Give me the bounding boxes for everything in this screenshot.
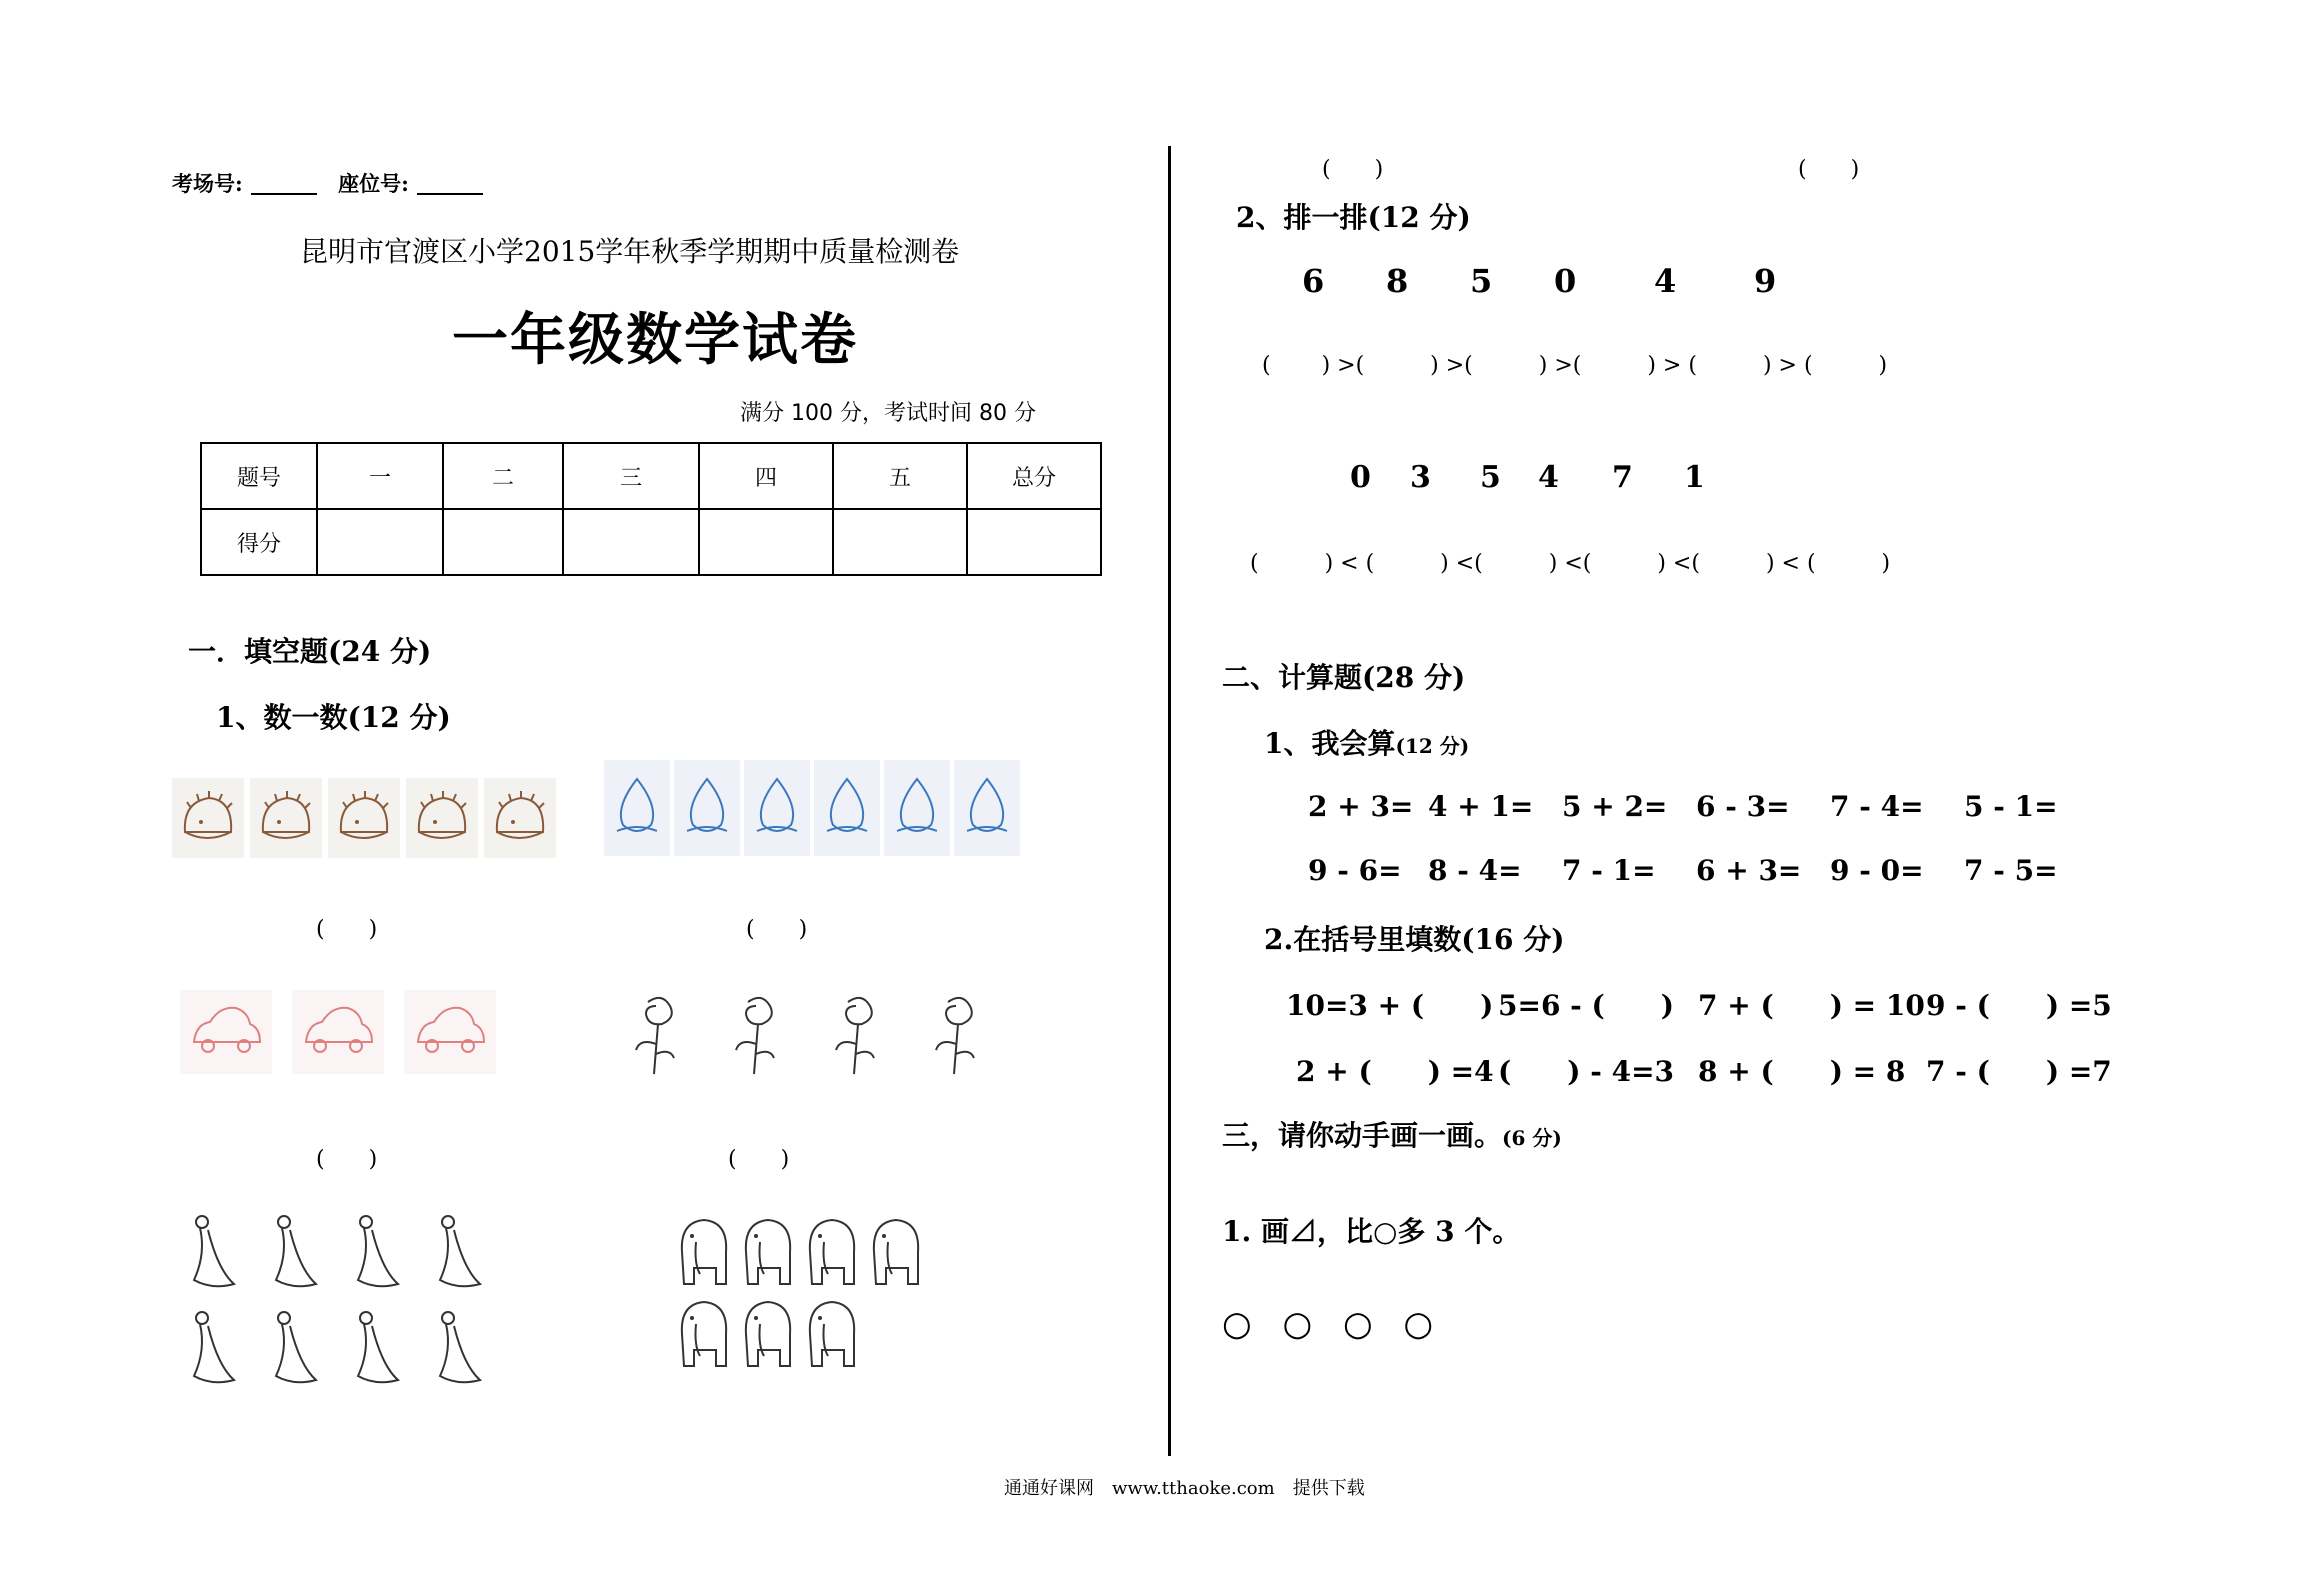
seat-label: 座位号: — [338, 171, 409, 196]
sequence-number: 5 — [1480, 460, 1501, 495]
page-divider — [1168, 146, 1171, 1456]
rose-icon — [720, 992, 792, 1078]
calc-item: 7 - 4= — [1830, 790, 1924, 823]
answer-paren[interactable]: ( ) — [1798, 157, 1860, 182]
seal-icon — [258, 1306, 330, 1392]
car-icon — [292, 990, 384, 1074]
score-cell[interactable] — [967, 509, 1101, 575]
rose-icon — [920, 992, 992, 1078]
sequence-number: 0 — [1554, 262, 1577, 300]
sequence-row-2 — [1350, 460, 1724, 495]
score-cell[interactable] — [443, 509, 563, 575]
answer-paren[interactable]: ( ) — [316, 917, 378, 942]
fill-item[interactable]: 7 + ( ) = 10 — [1698, 989, 1925, 1022]
sequence-number: 0 — [1350, 460, 1371, 495]
elephant-icon — [736, 1294, 798, 1374]
score-cell[interactable] — [699, 509, 833, 575]
answer-paren[interactable]: ( ) — [316, 1147, 378, 1172]
elephant-icon — [864, 1212, 926, 1292]
exam-title: 一年级数学试卷 — [452, 308, 858, 373]
sequence-number: 9 — [1754, 262, 1777, 300]
fill-item[interactable]: 7 - ( ) =7 — [1926, 1055, 2112, 1088]
table-cell: 总分 — [967, 443, 1101, 509]
calc-item: 8 - 4= — [1428, 854, 1522, 887]
hedgehog-icon — [172, 778, 244, 858]
sequence-number: 8 — [1386, 262, 1409, 300]
sequence-number: 1 — [1684, 460, 1705, 495]
calc-title-text: 1、我会算 — [1264, 727, 1396, 760]
hedgehog-icon — [484, 778, 556, 858]
score-table-score-row — [201, 509, 1101, 575]
order-row-ascending[interactable]: ( ) < ( ) <( ) <( ) <( ) < ( ) — [1250, 551, 1891, 576]
seal-icon — [422, 1306, 494, 1392]
elephant-icon — [672, 1212, 734, 1292]
rose-icon — [620, 992, 692, 1078]
exam-subtitle: 昆明市官渡区小学2015学年秋季学期期中质量检测卷 — [300, 235, 960, 268]
elephant-icon — [800, 1294, 862, 1374]
fill-row-1 — [1286, 984, 2112, 1024]
hedgehog-group — [172, 778, 556, 858]
fill-item[interactable]: 2 + ( ) =4 — [1296, 1055, 1494, 1088]
car-group — [180, 990, 496, 1074]
section3-points: (6 分) — [1502, 1126, 1562, 1150]
fill-title: 2.在括号里填数(16 分) — [1264, 923, 1565, 956]
table-cell: 四 — [699, 443, 833, 509]
fill-item[interactable]: ( ) - 4=3 — [1498, 1055, 1675, 1088]
seal-icon — [176, 1210, 248, 1296]
rose-icon — [820, 992, 892, 1078]
peach-icon — [744, 760, 810, 856]
footer: 通通好课网 www.tthaoke.com 提供下载 — [1004, 1478, 1365, 1499]
fill-item[interactable]: 8 + ( ) = 8 — [1698, 1055, 1906, 1088]
fill-row-2 — [1296, 1050, 2112, 1090]
table-cell: 五 — [833, 443, 967, 509]
peach-icon — [604, 760, 670, 856]
circles-row: ○ ○ ○ ○ — [1222, 1304, 1444, 1344]
sequence-number: 4 — [1538, 460, 1559, 495]
peach-group — [604, 760, 1020, 856]
section2-title: 二、计算题(28 分) — [1222, 661, 1466, 694]
q2-title: 2、排一排(12 分) — [1236, 201, 1471, 234]
table-cell: 题号 — [201, 443, 317, 509]
calc-item: 2 + 3= — [1308, 790, 1414, 823]
calc-points: (12 分) — [1395, 734, 1470, 758]
sequence-number: 7 — [1612, 460, 1633, 495]
peach-icon — [884, 760, 950, 856]
fill-item[interactable]: 10=3 + ( ) — [1286, 989, 1494, 1022]
peach-icon — [814, 760, 880, 856]
calc-item: 6 + 3= — [1696, 854, 1802, 887]
hedgehog-icon — [328, 778, 400, 858]
calc-title — [1264, 722, 1469, 762]
calc-row-1 — [1308, 790, 2058, 823]
section3-title-text: 三，请你动手画一画。 — [1222, 1119, 1503, 1152]
calc-row-2 — [1308, 854, 2058, 887]
table-cell: 二 — [443, 443, 563, 509]
score-note: 满分 100 分，考试时间 80 分 — [740, 401, 1036, 426]
seat-blank[interactable] — [417, 171, 483, 195]
fill-item[interactable]: 9 - ( ) =5 — [1926, 989, 2112, 1022]
section3-title — [1222, 1114, 1562, 1154]
sequence-number: 3 — [1410, 460, 1431, 495]
fill-item[interactable]: 5=6 - ( ) — [1498, 989, 1675, 1022]
order-row-descending[interactable]: ( ) >( ) >( ) >( ) > ( ) > ( ) — [1262, 353, 1888, 378]
table-cell: 三 — [563, 443, 699, 509]
calc-item: 9 - 6= — [1308, 854, 1402, 887]
score-table-header-row — [201, 443, 1101, 509]
elephant-icon — [800, 1212, 862, 1292]
exam-room-label: 考场号: — [172, 171, 243, 196]
draw-question: 1. 画⊿，比○多 3 个。 — [1222, 1215, 1521, 1248]
seal-group — [176, 1210, 496, 1392]
elephant-icon — [672, 1294, 734, 1374]
rose-group — [620, 992, 992, 1078]
sequence-number: 4 — [1654, 262, 1677, 300]
seal-icon — [422, 1210, 494, 1296]
score-table — [200, 442, 1102, 576]
seal-icon — [340, 1210, 412, 1296]
answer-paren[interactable]: ( ) — [1322, 157, 1384, 182]
peach-icon — [674, 760, 740, 856]
calc-item: 5 - 1= — [1964, 790, 2058, 823]
answer-paren[interactable]: ( ) — [746, 917, 808, 942]
score-cell[interactable] — [833, 509, 967, 575]
sequence-row-1 — [1302, 262, 1814, 300]
sequence-number: 5 — [1470, 262, 1493, 300]
peach-icon — [954, 760, 1020, 856]
hedgehog-icon — [250, 778, 322, 858]
calc-item: 6 - 3= — [1696, 790, 1790, 823]
calc-item: 7 - 1= — [1562, 854, 1656, 887]
score-cell[interactable] — [563, 509, 699, 575]
exam-info — [172, 168, 497, 198]
calc-item: 7 - 5= — [1964, 854, 2058, 887]
hedgehog-icon — [406, 778, 478, 858]
answer-paren[interactable]: ( ) — [728, 1147, 790, 1172]
seal-icon — [340, 1306, 412, 1392]
table-cell: 一 — [317, 443, 443, 509]
elephant-icon — [736, 1212, 798, 1292]
car-icon — [180, 990, 272, 1074]
table-cell: 得分 — [201, 509, 317, 575]
seal-icon — [176, 1306, 248, 1392]
calc-item: 4 + 1= — [1428, 790, 1534, 823]
seal-icon — [258, 1210, 330, 1296]
calc-item: 5 + 2= — [1562, 790, 1668, 823]
q1-title: 1、数一数(12 分) — [216, 701, 451, 734]
car-icon — [404, 990, 496, 1074]
score-cell[interactable] — [317, 509, 443, 575]
section1-title: 一．填空题(24 分) — [188, 635, 432, 668]
elephant-group — [672, 1212, 952, 1374]
exam-room-blank[interactable] — [251, 171, 317, 195]
calc-item: 9 - 0= — [1830, 854, 1924, 887]
sequence-number: 6 — [1302, 262, 1325, 300]
